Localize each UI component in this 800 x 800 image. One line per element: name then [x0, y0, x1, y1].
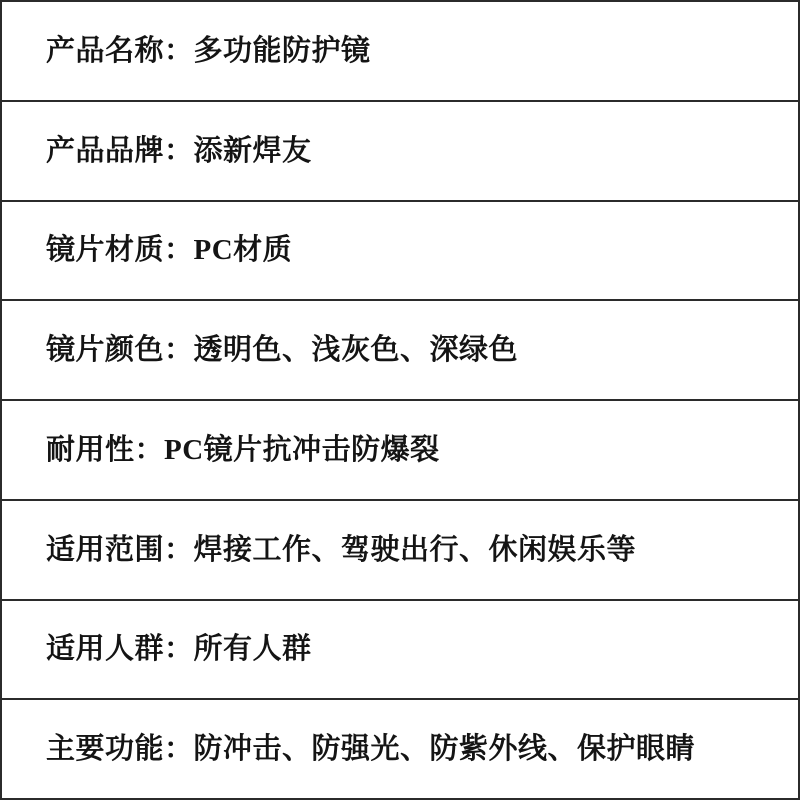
- table-row: [2, 401, 798, 501]
- spec-row-text: 耐用性：PC镜片抗冲击防爆裂: [46, 433, 440, 466]
- table-row: [2, 301, 798, 401]
- spec-row-text: 产品品牌：添新焊友: [46, 134, 312, 167]
- spec-row-text: 产品名称：多功能防护镜: [46, 34, 371, 67]
- spec-row-text: 镜片颜色：透明色、浅灰色、深绿色: [46, 334, 519, 366]
- table-row: [2, 601, 798, 701]
- spec-row-text: 适用范围：焊接工作、驾驶出行、休闲娱乐等: [46, 533, 637, 566]
- spec-row-text: 镜片材质：PC材质: [46, 234, 293, 267]
- table-row: [2, 501, 798, 601]
- spec-row-text: 主要功能：防冲击、防强光、防紫外线、保护眼睛: [46, 733, 696, 765]
- table-row: [2, 700, 798, 798]
- table-row: [2, 102, 798, 202]
- table-row: [2, 2, 798, 102]
- spec-row-text: 适用人群：所有人群: [46, 633, 312, 666]
- table-row: [2, 202, 798, 302]
